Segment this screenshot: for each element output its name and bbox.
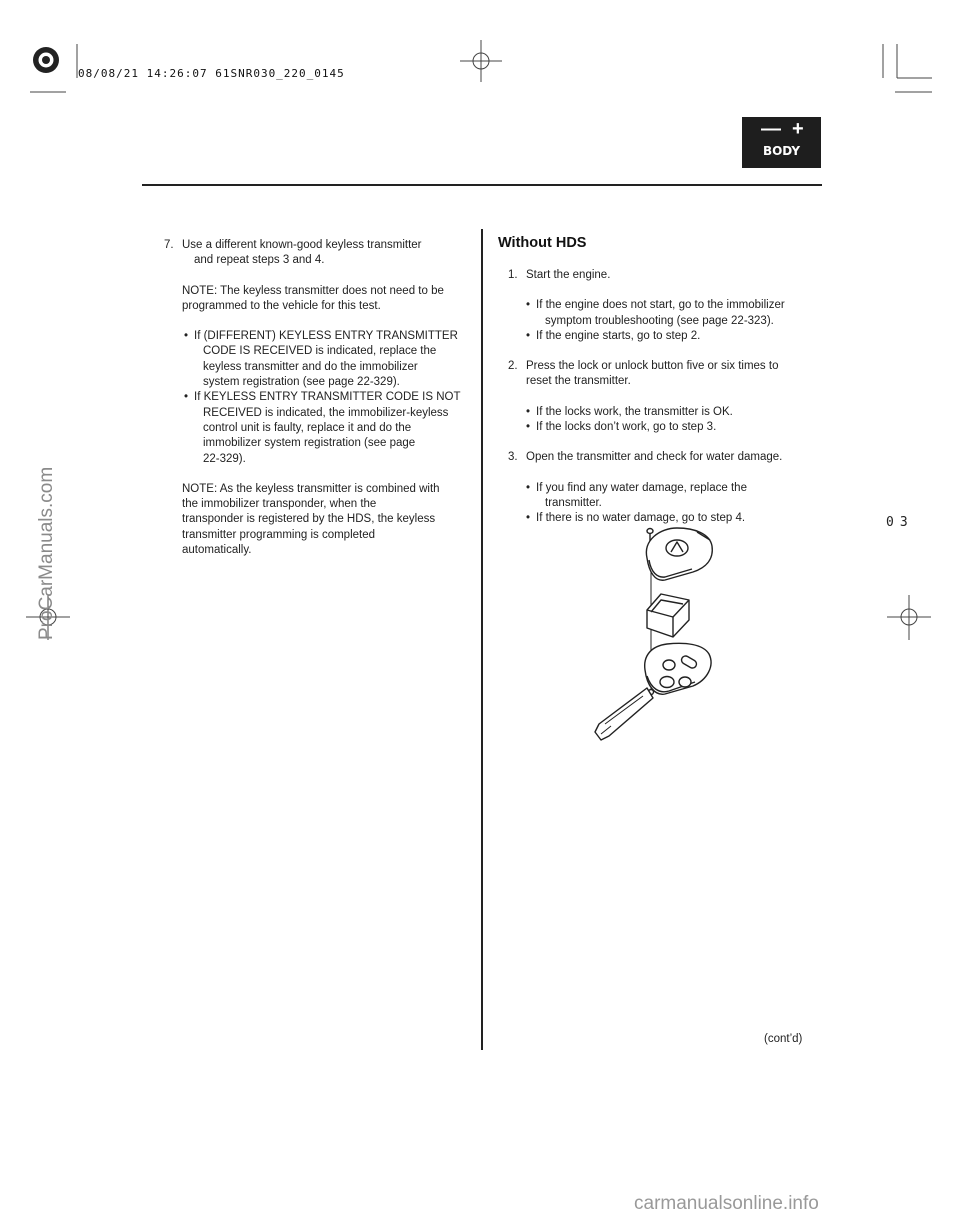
- step-line: Open the transmitter and check for water damage.: [526, 451, 783, 464]
- bullet-line: control unit is faulty, replace it and do the: [203, 421, 412, 434]
- bullet-line: • If you find any water damage, replace the: [536, 481, 747, 494]
- bullet-line: transmitter.: [545, 496, 602, 509]
- step-7: [164, 238, 474, 269]
- bullet-line: 22-329).: [203, 452, 246, 465]
- note-line: transponder is registered by the HDS, the keyless: [182, 513, 436, 526]
- bullet-item: [526, 481, 818, 512]
- left-column: [164, 238, 474, 558]
- bullet-line: • If the engine starts, go to step 2.: [536, 329, 701, 342]
- step-line: Press the lock or unlock button five or six times to: [526, 360, 779, 373]
- continued-label: (cont’d): [764, 1033, 803, 1045]
- print-timestamp: 08/08/21 14:26:07 61SNR030_220_0145: [78, 67, 345, 80]
- note-line: automatically.: [182, 544, 252, 557]
- side-watermark: ProCarManuals.com: [36, 466, 57, 640]
- note-2: [164, 482, 474, 558]
- step-number: 3.: [508, 451, 518, 464]
- bottom-watermark: carmanualsonline.info: [634, 1193, 819, 1214]
- bullet-item: [184, 390, 474, 466]
- note-line: NOTE: As the keyless transmitter is combined with: [182, 482, 440, 495]
- note-line: programmed to the vehicle for this test.: [182, 299, 381, 312]
- section-badge: [742, 117, 821, 168]
- header-rule: [142, 184, 822, 186]
- bullet-line: • If the engine does not start, go to the immobilizer: [536, 299, 785, 312]
- step-3: [508, 450, 818, 465]
- note-line: NOTE: The keyless transmitter does not need to be: [182, 284, 444, 297]
- section-badge-label: BODY: [762, 144, 801, 158]
- bullet-line: • If there is no water damage, go to step 4.: [536, 512, 746, 525]
- registration-target-icon: [33, 47, 59, 73]
- bullet-line: • If (DIFFERENT) KEYLESS ENTRY TRANSMITTER: [194, 330, 458, 343]
- note-line: the immobilizer transponder, when the: [182, 498, 377, 511]
- step-1: [508, 268, 818, 283]
- step-number: 1.: [508, 269, 518, 281]
- bullet-item: [526, 298, 818, 329]
- step-number: 2.: [508, 360, 518, 373]
- bullet-line: CODE IS RECEIVED is indicated, replace the: [203, 345, 437, 358]
- step-line: reset the transmitter.: [526, 375, 631, 388]
- bullet-line: • If KEYLESS ENTRY TRANSMITTER CODE IS NOT: [194, 391, 461, 404]
- step-line: Start the engine.: [526, 269, 611, 281]
- battery-minus-icon: —: [761, 118, 781, 140]
- step-number: 7.: [164, 239, 174, 251]
- right-column: [508, 268, 818, 527]
- step-line: Use a different known-good keyless transmitter: [182, 239, 422, 251]
- key-transmitter-exploded-illustration: [585, 520, 720, 745]
- section-heading: Without HDS: [498, 235, 587, 251]
- bullet-line: symptom troubleshooting (see page 22-323).: [545, 314, 774, 327]
- note-line: transmitter programming is completed: [182, 528, 376, 541]
- bullet-line: system registration (see page 22-329).: [203, 376, 400, 389]
- bullet-item: [526, 329, 818, 344]
- bullet-line: immobilizer system registration (see page: [203, 437, 416, 450]
- column-divider: [481, 229, 483, 1050]
- step-2: [508, 359, 818, 390]
- side-page-code: 03: [886, 515, 914, 530]
- step-line: and repeat steps 3 and 4.: [194, 254, 325, 267]
- bullet-line: • If the locks work, the transmitter is OK.: [536, 405, 733, 418]
- battery-plus-icon: +: [792, 118, 804, 140]
- bullet-line: keyless transmitter and do the immobilizer: [203, 360, 418, 373]
- bullet-item: [526, 405, 818, 420]
- bullet-item: [526, 420, 818, 435]
- bullet-line: • If the locks don’t work, go to step 3.: [536, 421, 717, 434]
- note-1: [164, 284, 474, 315]
- bullet-item: [184, 329, 474, 390]
- bullet-line: RECEIVED is indicated, the immobilizer-keyless: [203, 406, 449, 419]
